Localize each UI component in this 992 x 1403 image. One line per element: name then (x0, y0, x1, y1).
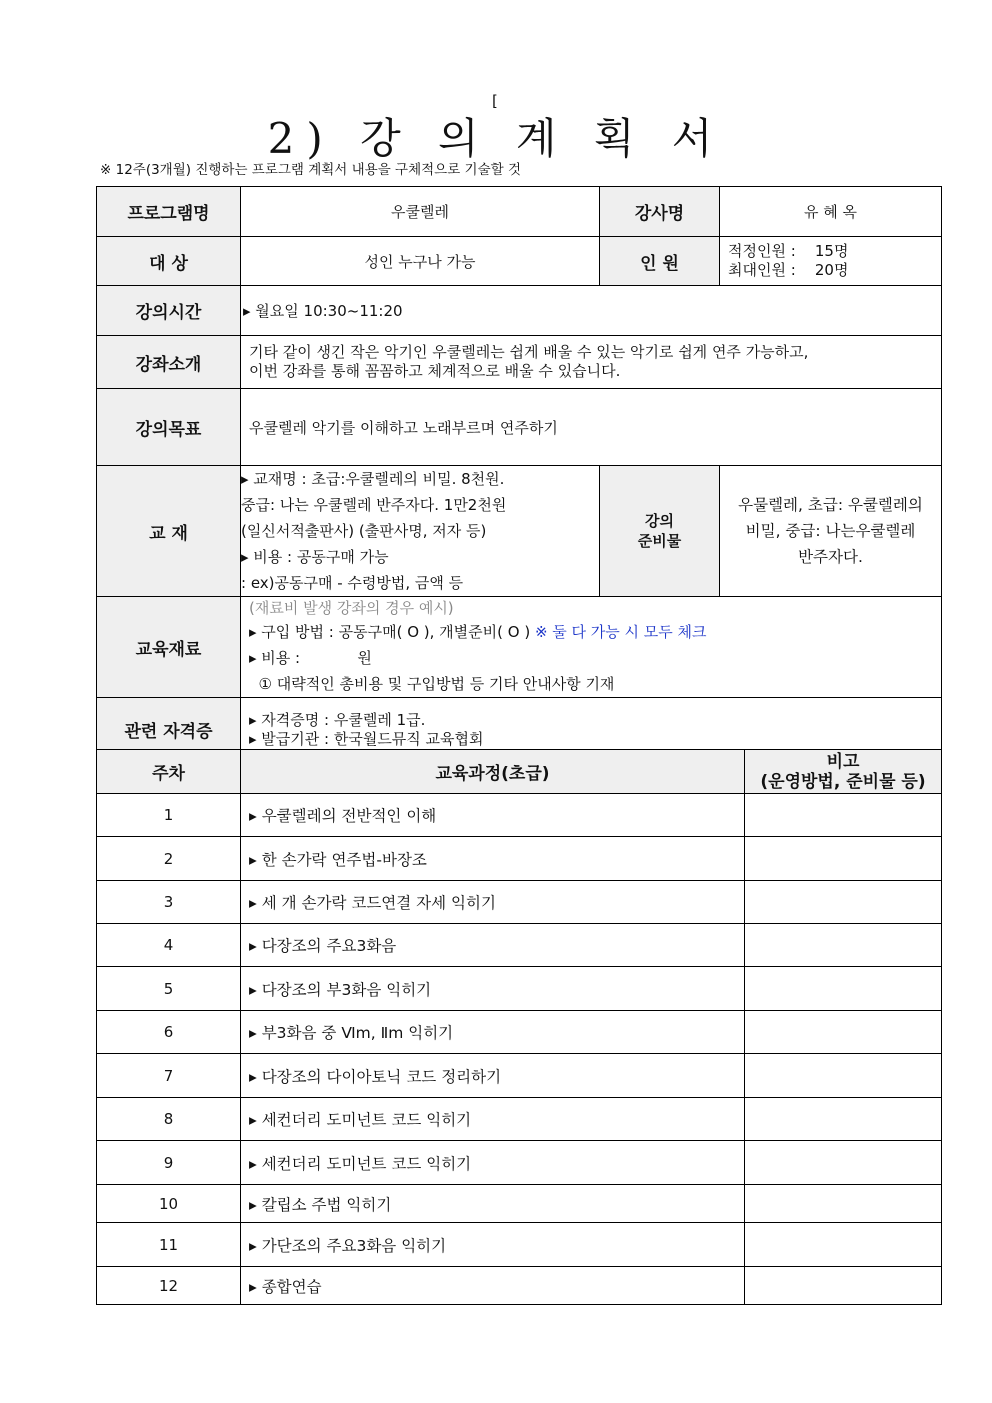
material-value (241, 597, 942, 698)
week-note (745, 924, 942, 967)
instructor-value: 유 혜 옥 (720, 187, 942, 237)
textbook-line: : ex)공동구매 - 수령방법, 금액 등 (241, 574, 464, 592)
week-content: ▸ 한 손가락 연주법-바장조 (241, 837, 745, 881)
material-purchase-text: ▸ 구입 방법 : 공동구매( O ), 개별준비( O ) (249, 623, 535, 641)
prep-label-line-1: 강의 (645, 512, 674, 530)
note-column-header (745, 750, 942, 794)
week-content: ▸ 다장조의 부3화음 익히기 (241, 967, 745, 1011)
textbook-value (241, 466, 600, 597)
table-row (97, 1098, 942, 1141)
table-row (97, 837, 942, 881)
week-number: 4 (97, 924, 241, 967)
target-label: 대 상 (97, 237, 241, 286)
week-number: 11 (97, 1223, 241, 1267)
week-number: 1 (97, 794, 241, 837)
material-guide: ① 대략적인 총비용 및 구입방법 등 기타 안내사항 기재 (249, 675, 615, 693)
week-number: 12 (97, 1267, 241, 1305)
week-note (745, 1098, 942, 1141)
instructor-label: 강사명 (600, 187, 720, 237)
week-content: ▸ 칼립소 주법 익히기 (241, 1185, 745, 1223)
table-row (97, 924, 942, 967)
table-row (97, 794, 942, 837)
week-note (745, 1223, 942, 1267)
note-header-line-1: 비고 (826, 751, 860, 772)
table-row (97, 1223, 942, 1267)
cert-name: ▸ 자격증명 : 우쿨렐레 1급. (249, 710, 426, 729)
week-note (745, 1267, 942, 1305)
intro-label: 강좌소개 (97, 336, 241, 389)
goal-label: 강의목표 (97, 389, 241, 466)
material-label: 교육재료 (97, 597, 241, 698)
prep-line: 우물렐레, 초급: 우쿨렐레의 (738, 496, 923, 514)
week-content: ▸ 세 개 손가락 코드연결 자세 익히기 (241, 881, 745, 924)
target-value: 성인 누구나 가능 (241, 237, 600, 286)
week-number: 6 (97, 1011, 241, 1054)
week-number: 9 (97, 1141, 241, 1185)
week-note (745, 1054, 942, 1098)
people-max: 최대인원 : 20명 (728, 261, 849, 279)
table-row (97, 1011, 942, 1054)
material-purchase (249, 619, 941, 645)
textbook-line: (일신서적출판사) (출판사명, 저자 등) (241, 522, 487, 540)
table-row (97, 881, 942, 924)
week-number: 10 (97, 1185, 241, 1223)
week-note (745, 794, 942, 837)
textbook-line: ▸ 비용 : 공동구매 가능 (241, 548, 389, 566)
textbook-line: 중급: 나는 우쿨렐레 반주자다. 1만2천원 (241, 496, 507, 514)
course-column-header: 교육과정(초급) (241, 750, 745, 794)
week-note (745, 1011, 942, 1054)
page-title: 2) 강 의 계 획 서 (267, 114, 725, 163)
week-content: ▸ 세컨더리 도미넌트 코드 익히기 (241, 1098, 745, 1141)
week-note (745, 1141, 942, 1185)
week-number: 5 (97, 967, 241, 1011)
textbook-line: ▸ 교재명 : 초급:우쿨렐레의 비밀. 8천원. (241, 470, 505, 488)
goal-value: 우쿨렐레 악기를 이해하고 노래부르며 연주하기 (241, 389, 942, 466)
note-header-line-2: (운영방법, 준비물 등) (760, 771, 926, 792)
week-note (745, 837, 942, 881)
instruction-note: ※ 12주(3개월) 진행하는 프로그램 계획서 내용을 구체적으로 기술할 것 (100, 162, 522, 178)
program-label: 프로그램명 (97, 187, 241, 237)
intro-line-2: 이번 강좌를 통해 꼼꼼하고 체계적으로 배울 수 있습니다. (249, 362, 621, 380)
week-number: 7 (97, 1054, 241, 1098)
material-check-note: ※ 둘 다 가능 시 모두 체크 (534, 623, 707, 641)
week-content: ▸ 종합연습 (241, 1267, 745, 1305)
week-content: ▸ 가단조의 주요3화음 익히기 (241, 1223, 745, 1267)
table-row (97, 1054, 942, 1098)
people-optimal: 적정인원 : 15명 (728, 242, 849, 260)
material-cost: ▸ 비용 : 원 (249, 649, 372, 667)
prep-label-line-2: 준비물 (637, 532, 682, 550)
week-content: ▸ 우쿨렐레의 전반적인 이해 (241, 794, 745, 837)
week-column-header: 주차 (97, 750, 241, 794)
intro-value (241, 336, 942, 389)
week-content: ▸ 다장조의 주요3화음 (241, 924, 745, 967)
curriculum-table (96, 749, 942, 1305)
week-number: 2 (97, 837, 241, 881)
prep-line: 반주자다. (798, 548, 863, 566)
week-number: 3 (97, 881, 241, 924)
week-content: ▸ 부3화음 중 Ⅵm, Ⅱm 익히기 (241, 1011, 745, 1054)
table-row (97, 1141, 942, 1185)
program-value: 우쿨렐레 (241, 187, 600, 237)
prep-value (720, 466, 942, 597)
week-note (745, 967, 942, 1011)
week-note (745, 1185, 942, 1223)
intro-line-1: 기타 같이 생긴 작은 악기인 우쿨렐레는 쉽게 배울 수 있는 악기로 쉽게 연주 가능하고, (249, 343, 809, 361)
people-value (720, 237, 942, 286)
table-row (97, 1267, 942, 1305)
week-content: ▸ 다장조의 다이아토닉 코드 정리하기 (241, 1054, 745, 1098)
prep-line: 비밀, 중급: 나는우쿨렐레 (745, 522, 916, 540)
week-note (745, 881, 942, 924)
time-label: 강의시간 (97, 286, 241, 336)
week-content: ▸ 세컨더리 도미넌트 코드 익히기 (241, 1141, 745, 1185)
cert-issuer: ▸ 발급기관 : 한국월드뮤직 교육협회 (249, 729, 484, 748)
people-label: 인 원 (600, 237, 720, 286)
table-row (97, 1185, 942, 1223)
week-number: 8 (97, 1098, 241, 1141)
prep-label (600, 466, 720, 597)
info-table (96, 186, 942, 762)
material-example-note: (재료비 발생 강좌의 경우 예시) (249, 599, 454, 617)
table-row (97, 967, 942, 1011)
cert-label: 관련 자격증 (97, 698, 241, 762)
textbook-label: 교 재 (97, 466, 241, 597)
bracket-mark: [ (492, 92, 498, 110)
time-value: ▸ 월요일 10:30~11:20 (241, 286, 942, 336)
